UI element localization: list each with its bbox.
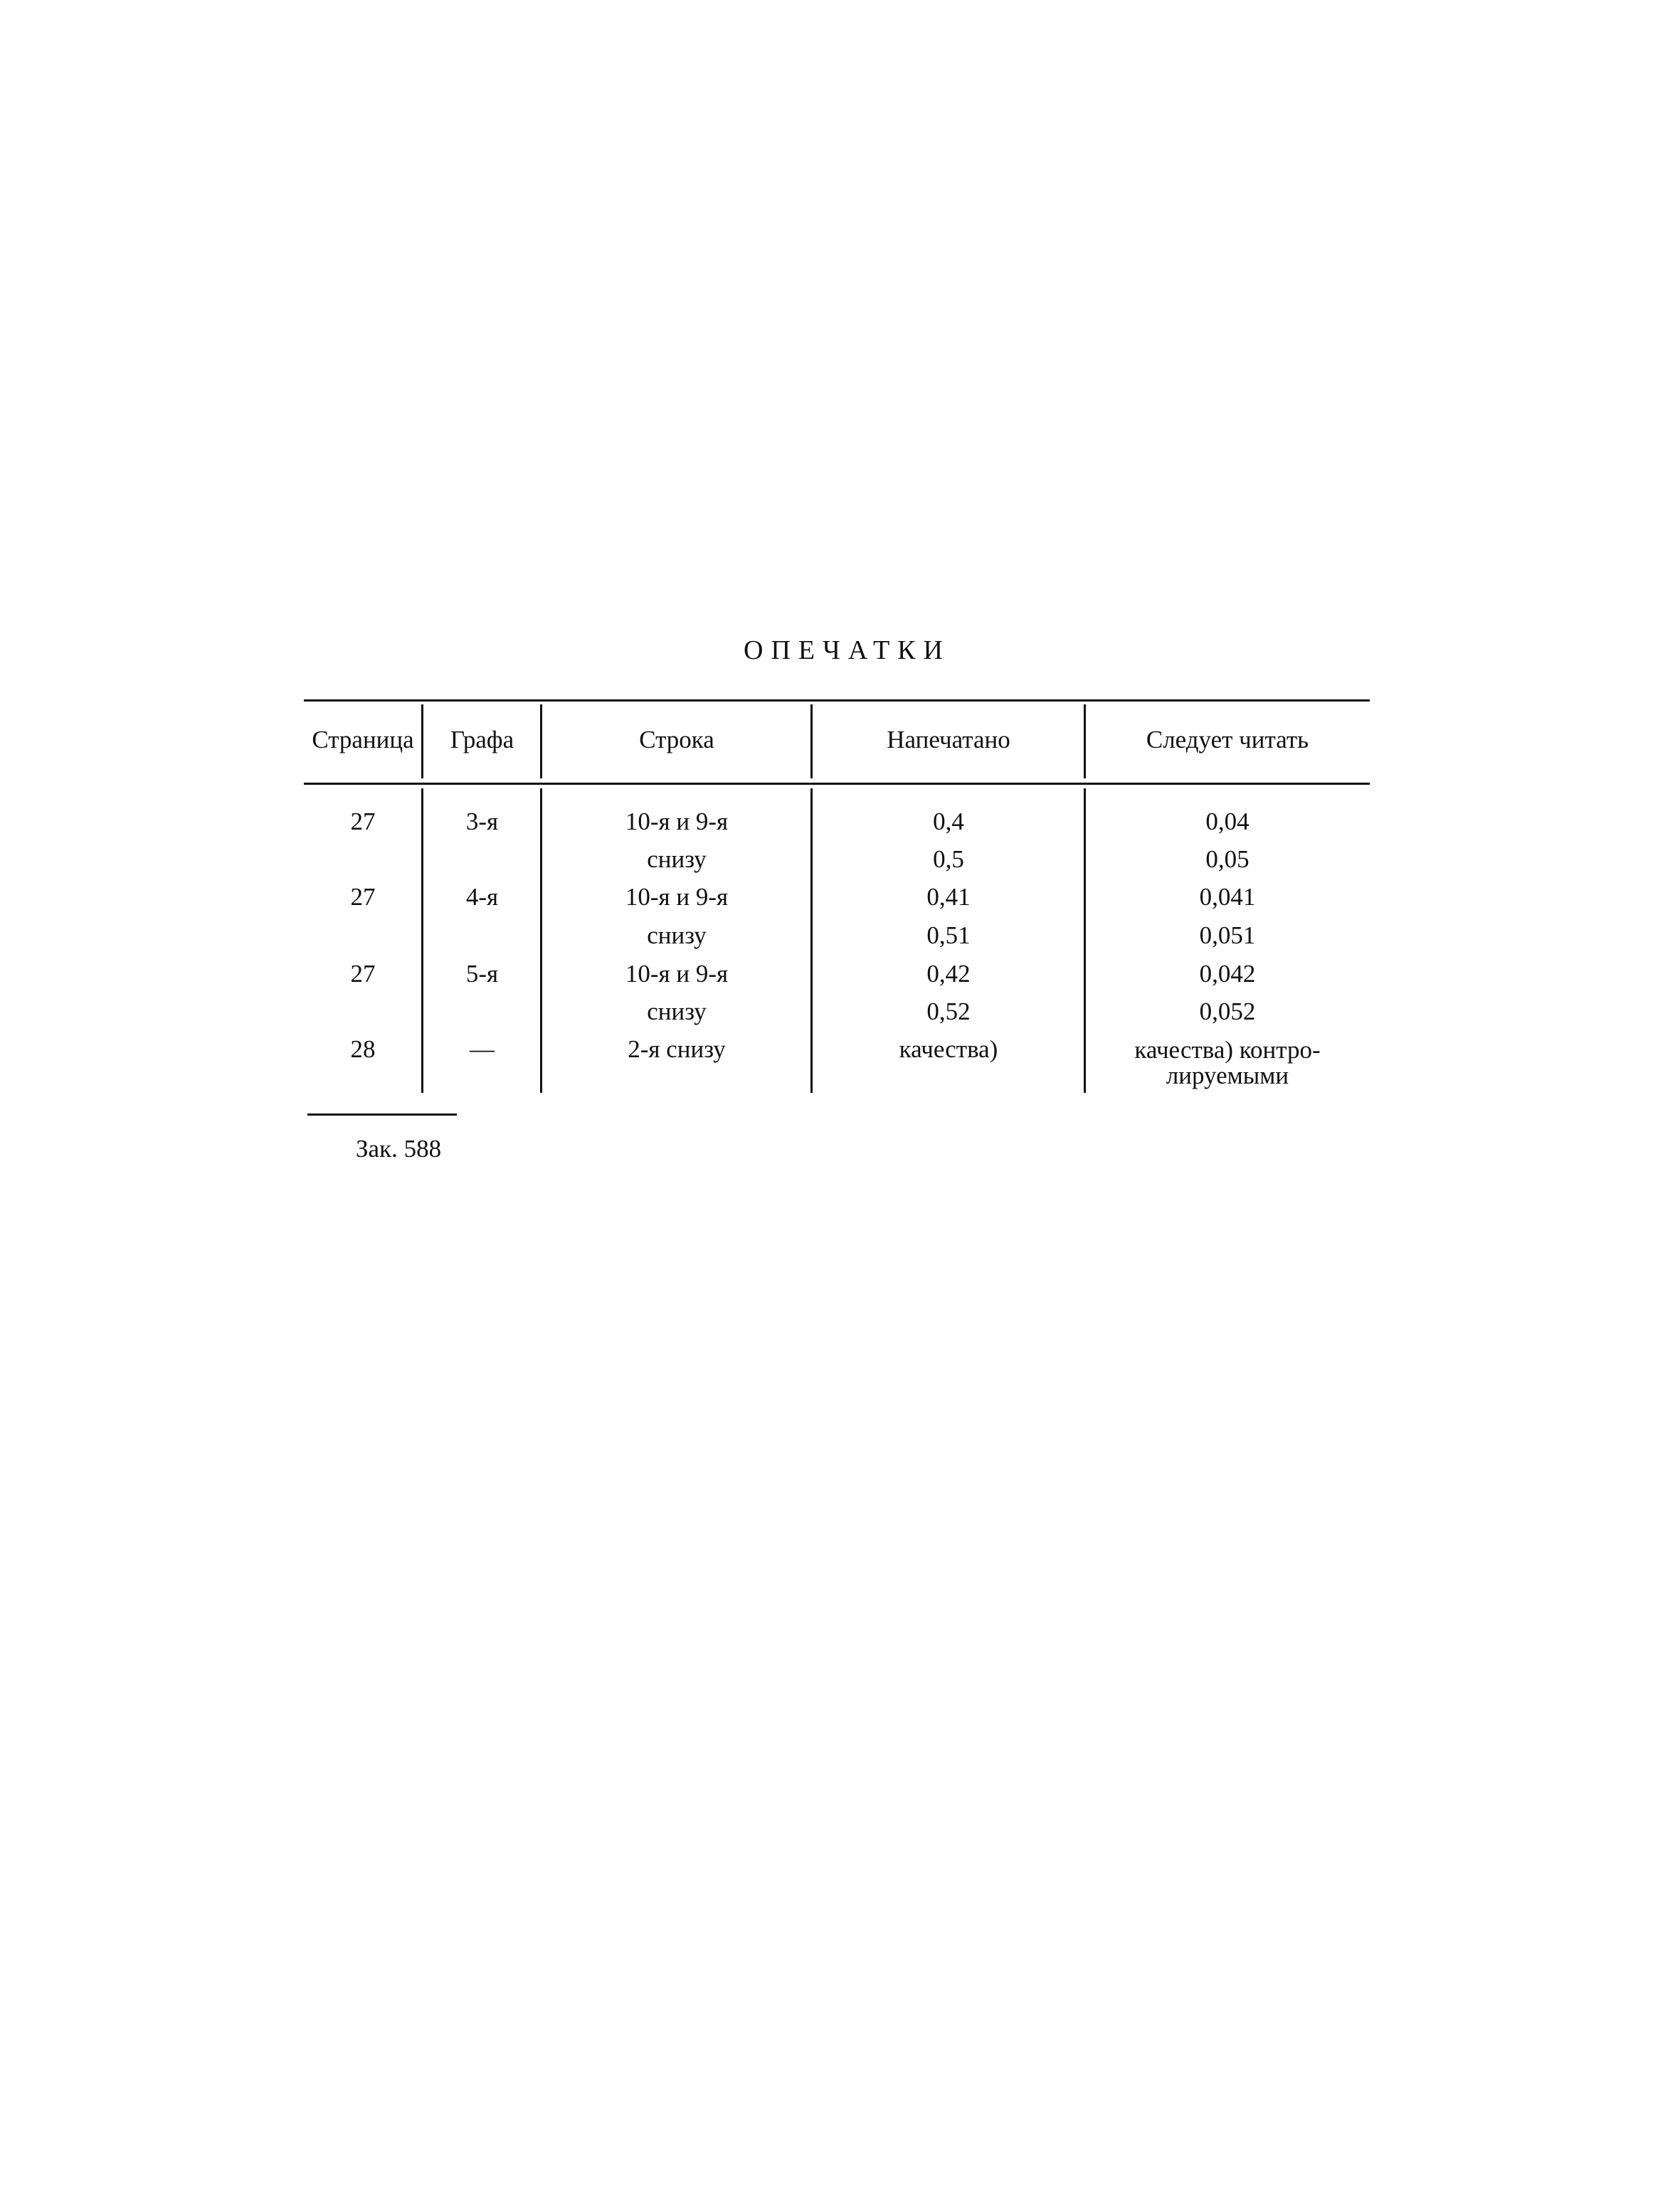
- table-cell: снизу: [647, 845, 707, 873]
- table-cell: 0,051: [1199, 921, 1256, 949]
- footer-rule: [307, 1113, 457, 1116]
- table-cell: 0,51: [926, 921, 971, 949]
- table-cell: 5-я: [465, 960, 499, 988]
- column-divider: [540, 704, 542, 778]
- table-cell: 0,41: [926, 883, 971, 911]
- table-cell: 4-я: [465, 883, 499, 911]
- table-cell: 27: [350, 883, 376, 911]
- table-cell: 0,05: [1205, 845, 1250, 873]
- header-cell: Следует читать: [1146, 726, 1309, 753]
- header-cell: Графа: [450, 726, 514, 753]
- header-bottom-rule: [304, 783, 1370, 785]
- page-title: ОПЕЧАТКИ: [744, 635, 951, 665]
- header-cell: Напечатано: [887, 726, 1010, 753]
- order-number: Зак. 588: [356, 1135, 442, 1163]
- table-top-rule: [304, 699, 1370, 702]
- column-divider: [421, 704, 423, 778]
- table-cell: 0,041: [1199, 883, 1256, 911]
- table-cell: 28: [350, 1035, 376, 1063]
- table-cell: —: [470, 1035, 495, 1063]
- table-cell: снизу: [647, 921, 707, 949]
- column-divider: [1084, 704, 1086, 778]
- table-cell: 27: [350, 960, 376, 988]
- table-cell: 0,42: [926, 960, 971, 988]
- table-cell: 0,4: [933, 808, 964, 835]
- table-cell: 0,042: [1199, 960, 1256, 988]
- table-cell: 0,5: [933, 845, 964, 873]
- table-cell: 10-я и 9-я: [625, 883, 729, 911]
- table-cell: 2-я снизу: [628, 1035, 726, 1063]
- table-cell: снизу: [647, 998, 707, 1025]
- table-cell: качества) контро-лируемыми: [1134, 1036, 1321, 1089]
- table-cell: 10-я и 9-я: [625, 960, 729, 988]
- header-cell: Строка: [639, 726, 714, 753]
- table-cell: 27: [350, 808, 376, 835]
- table-cell: 3-я: [465, 808, 499, 835]
- header-cell: Страница: [312, 726, 414, 753]
- table-cell: 10-я и 9-я: [625, 808, 729, 835]
- table-cell: 0,052: [1199, 998, 1256, 1025]
- table-cell: 0,52: [926, 998, 971, 1025]
- column-divider: [810, 704, 813, 778]
- table-cell: качества): [899, 1035, 998, 1063]
- table-cell: 0,04: [1205, 808, 1250, 835]
